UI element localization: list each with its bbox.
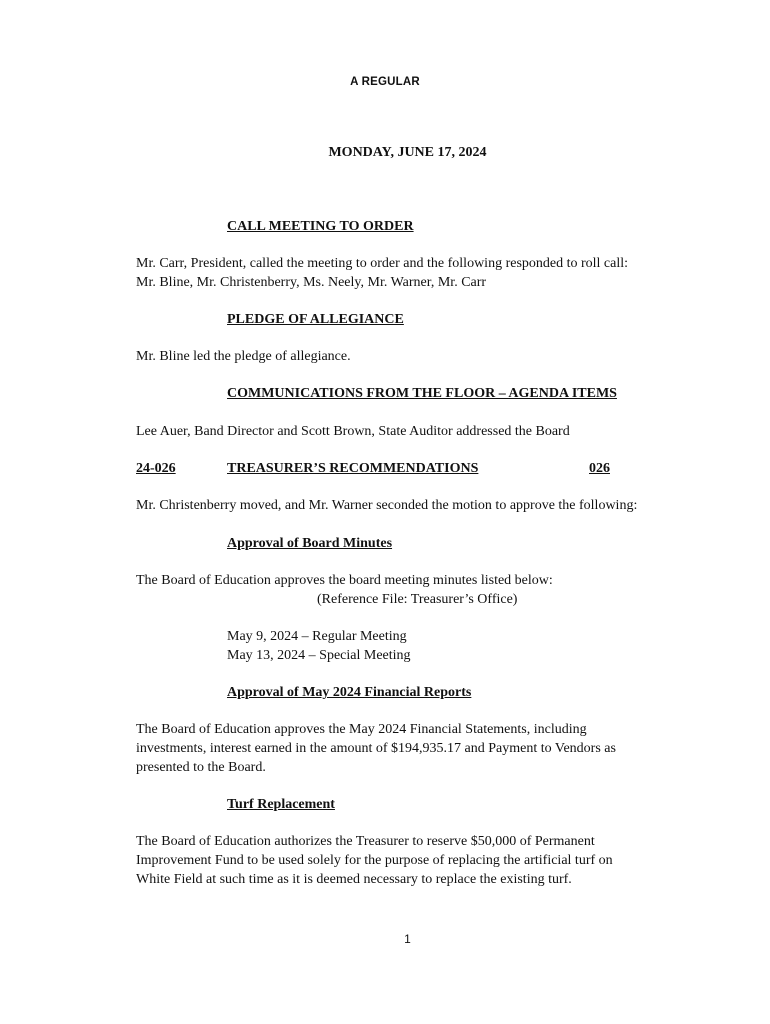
agenda-item-number: 24-026 bbox=[136, 461, 176, 476]
meeting-date: MONDAY, JUNE 17, 2024 bbox=[328, 145, 487, 160]
reference-file: (Reference File: Treasurer’s Office) bbox=[317, 592, 518, 607]
board-minutes-text: The Board of Education approves the board meeting minutes listed below: bbox=[136, 573, 553, 588]
financial-reports-heading: Approval of May 2024 Financial Reports bbox=[227, 685, 472, 700]
turf-heading: Turf Replacement bbox=[227, 797, 335, 812]
financial-reports-text: The Board of Education approves the May 2024 Financial Statements, including bbox=[136, 722, 587, 737]
turf-text: White Field at such time as it is deemed necessary to replace the existing turf. bbox=[136, 872, 572, 887]
financial-reports-text: presented to the Board. bbox=[136, 760, 266, 775]
communications-text: Lee Auer, Band Director and Scott Brown, State Auditor addressed the Board bbox=[136, 424, 570, 439]
financial-reports-text: investments, interest earned in the amount of $194,935.17 and Payment to Vendors as bbox=[136, 741, 616, 756]
roll-call-text: Mr. Carr, President, called the meeting to order and the following responded to roll call: bbox=[136, 256, 629, 271]
call-to-order-heading: CALL MEETING TO ORDER bbox=[227, 219, 414, 234]
pledge-heading: PLEDGE OF ALLEGIANCE bbox=[227, 312, 404, 327]
roll-call-members: Mr. Bline, Mr. Christenberry, Ms. Neely, Mr. Warner, Mr. Carr bbox=[136, 275, 487, 290]
treasurer-heading: TREASURER’S RECOMMENDATIONS bbox=[227, 461, 479, 476]
board-minutes-heading: Approval of Board Minutes bbox=[227, 536, 393, 551]
meeting-list-item: May 13, 2024 – Special Meeting bbox=[227, 648, 411, 663]
agenda-item-code: 026 bbox=[589, 461, 610, 476]
pledge-text: Mr. Bline led the pledge of allegiance. bbox=[136, 349, 351, 364]
turf-text: Improvement Fund to be used solely for the purpose of replacing the artificial turf on bbox=[136, 853, 613, 868]
meeting-list-item: May 9, 2024 – Regular Meeting bbox=[227, 629, 407, 644]
header-title: A REGULAR bbox=[350, 76, 420, 88]
page-number: 1 bbox=[404, 932, 411, 946]
motion-text: Mr. Christenberry moved, and Mr. Warner seconded the motion to approve the following: bbox=[136, 498, 638, 513]
communications-heading: COMMUNICATIONS FROM THE FLOOR – AGENDA ITEMS bbox=[227, 386, 617, 401]
turf-text: The Board of Education authorizes the Treasurer to reserve $50,000 of Permanent bbox=[136, 834, 595, 849]
